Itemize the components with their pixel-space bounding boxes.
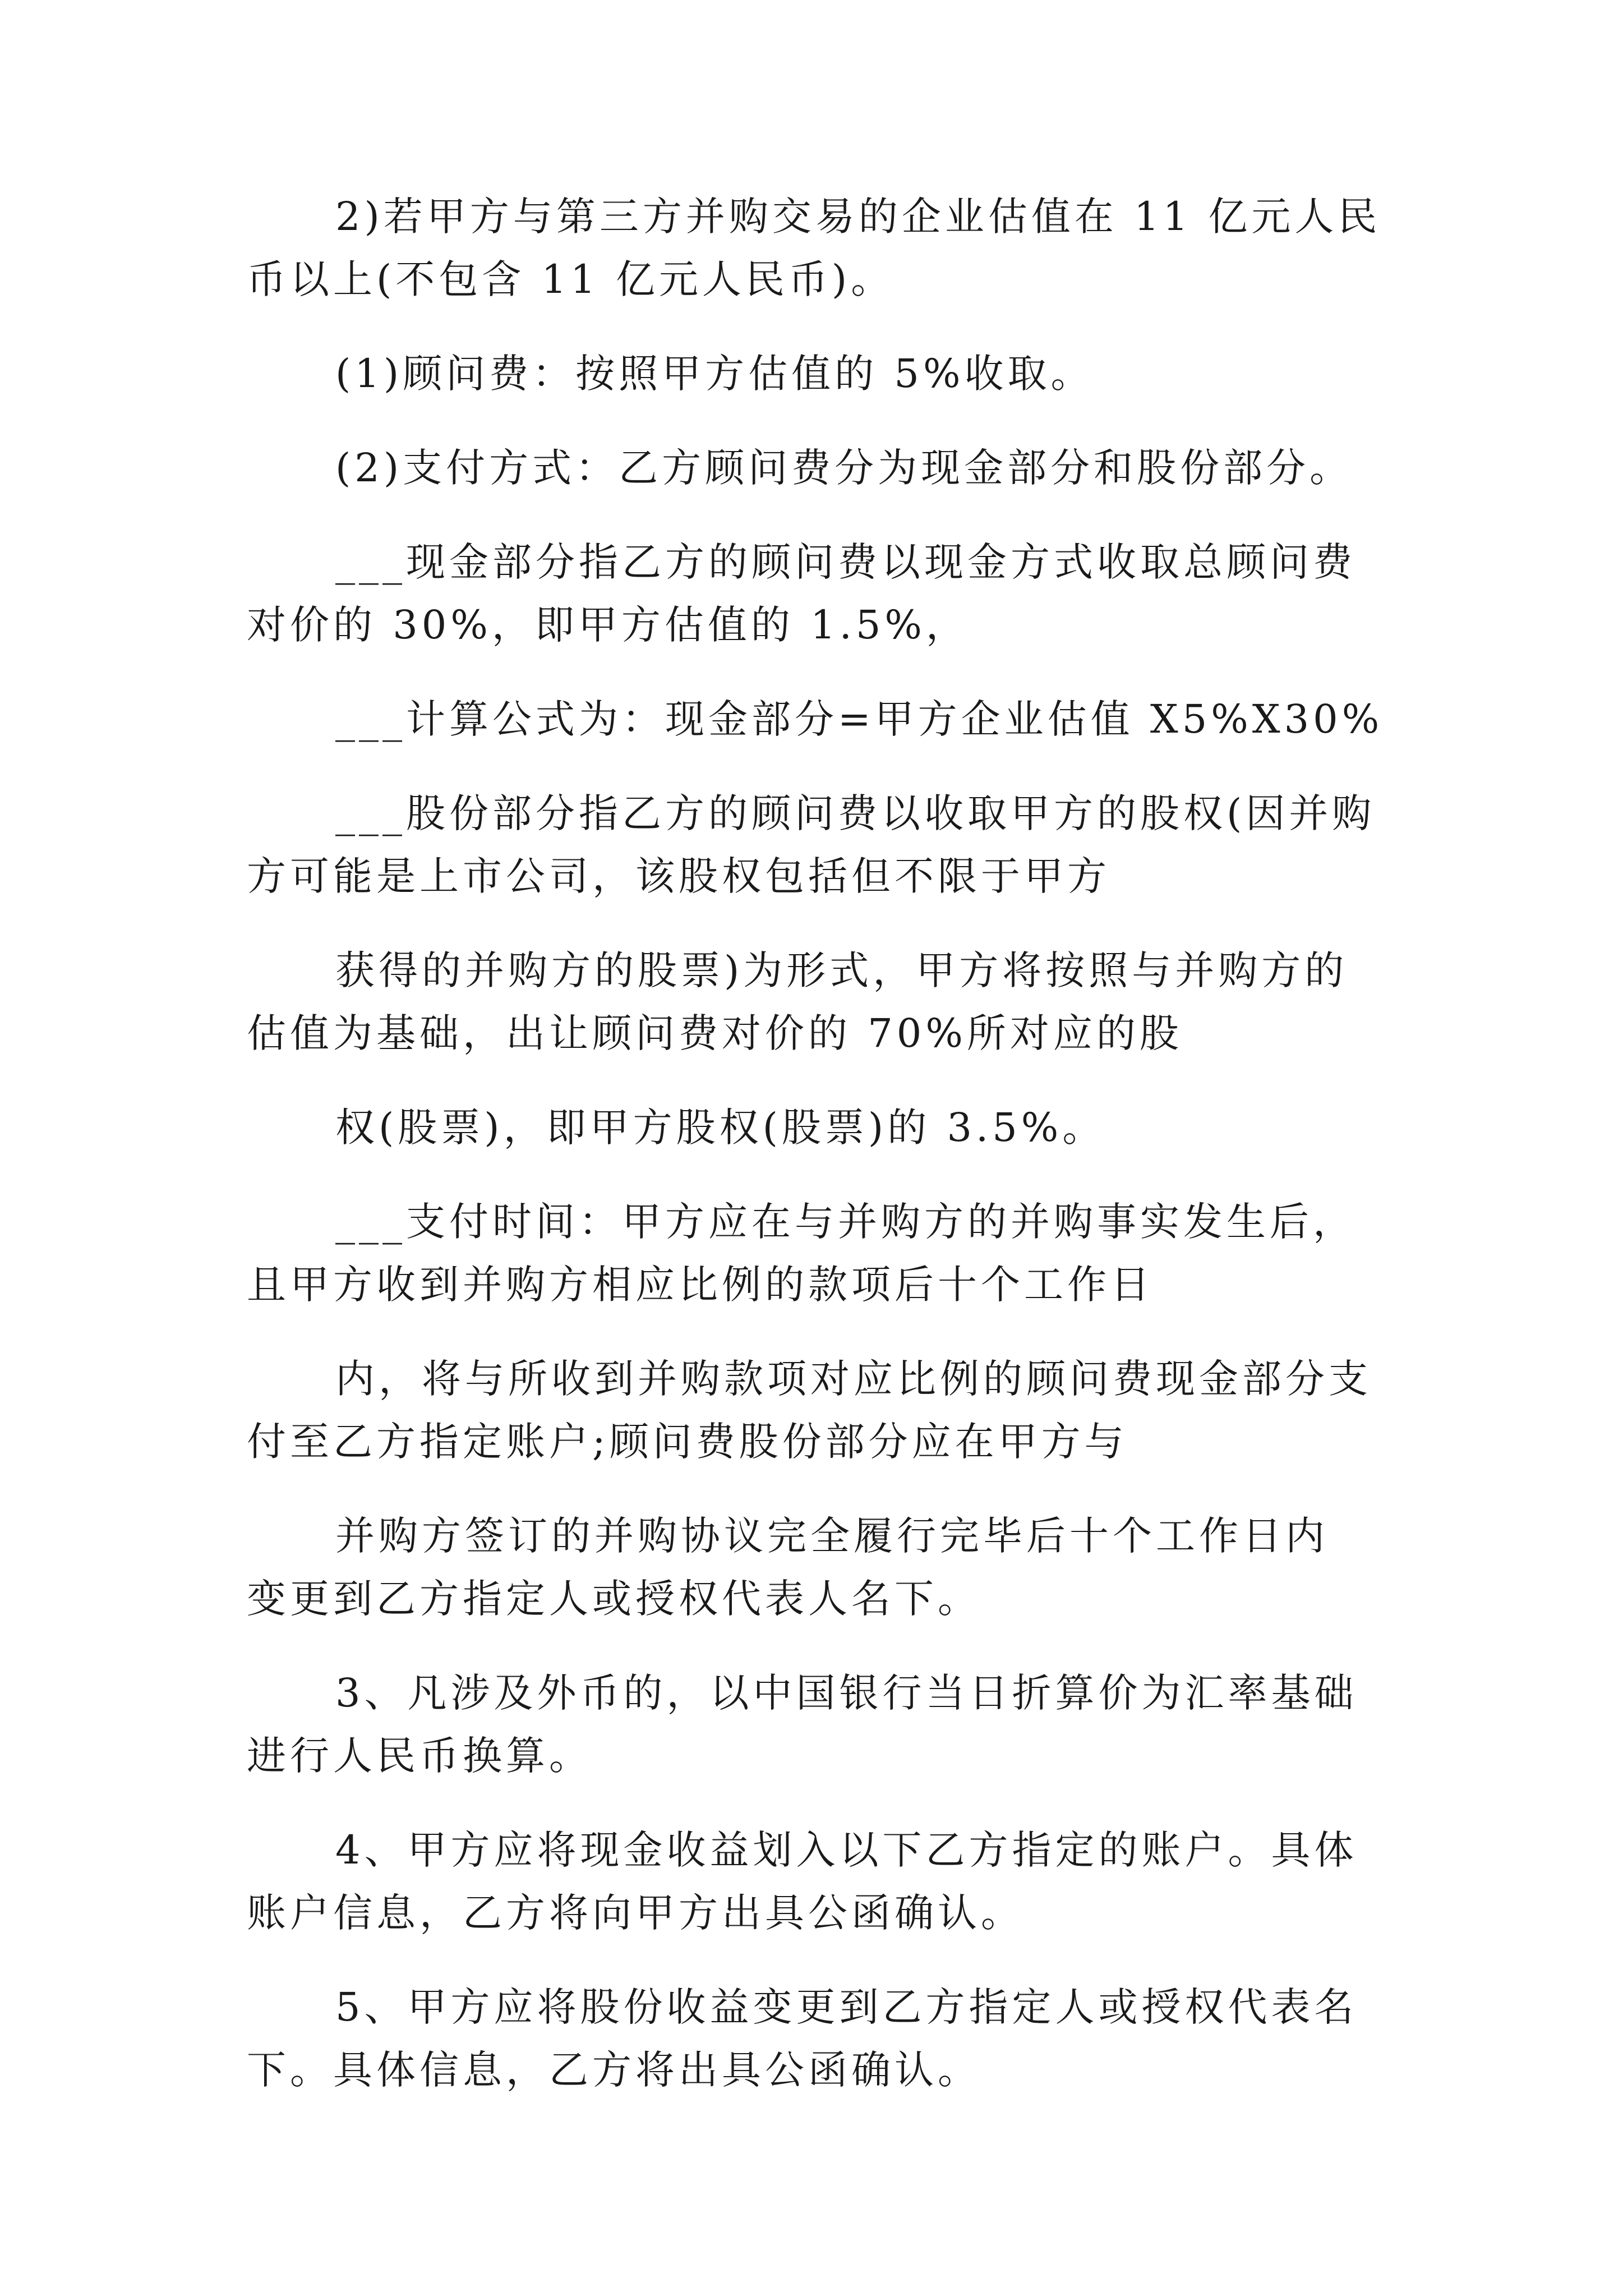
paragraph-gap: [247, 1630, 1380, 1662]
text-line: 5、甲方应将股份收益变更到乙方指定人或授权代表名: [335, 1984, 1358, 2030]
text-line: 付至乙方指定账户;顾问费股份部分应在甲方与: [247, 1419, 1128, 1465]
paragraph-gap: [247, 405, 1380, 436]
document-body: [247, 185, 1384, 2101]
text-line: ___支付时间：甲方应在与并购方的并购事实发生后，: [335, 1199, 1356, 1245]
text-line: 内，将与所收到并购款项对应比例的顾问费现金部分支: [335, 1356, 1372, 1402]
text-line: 获得的并购方的股票)为形式，甲方将按照与并购方的: [335, 947, 1348, 993]
paragraph-gap: [247, 1065, 1380, 1096]
paragraph-gap: [247, 1473, 1380, 1504]
text-line: 并购方签订的并购协议完全履行完毕后十个工作日内: [335, 1513, 1329, 1559]
text-line: (2)支付方式：乙方顾问费分为现金部分和股份部分。: [335, 445, 1353, 491]
text-line: 账户信息，乙方将向甲方出具公函确认。: [247, 1890, 1024, 1936]
text-line: 2)若甲方与第三方并购交易的企业估值在 11 亿元人民: [335, 194, 1381, 240]
text-line: 权(股票)，即甲方股权(股票)的 3.5%。: [335, 1105, 1106, 1151]
text-line: ___现金部分指乙方的顾问费以现金方式收取总顾问费: [335, 539, 1356, 585]
paragraph-gap: [247, 908, 1380, 939]
text-line: 币以上(不包含 11 亿元人民币)。: [247, 256, 895, 302]
paragraph-gap: [247, 1787, 1380, 1819]
text-line: 方可能是上市公司，该股权包括但不限于甲方: [247, 853, 1110, 899]
text-line: 且甲方收到并购方相应比例的款项后十个工作日: [247, 1262, 1154, 1308]
text-line: ___计算公式为：现金部分=甲方企业估值 X5%X30%: [335, 696, 1384, 742]
paragraph-gap: [247, 311, 1380, 342]
text-line: 进行人民币换算。: [247, 1733, 592, 1779]
text-line: 4、甲方应将现金收益划入以下乙方指定的账户。具体: [335, 1827, 1358, 1873]
text-line: ___股份部分指乙方的顾问费以收取甲方的股权(因并购: [335, 790, 1376, 836]
text-line: 变更到乙方指定人或授权代表人名下。: [247, 1576, 981, 1622]
text-line: 3、凡涉及外币的，以中国银行当日折算价为汇率基础: [335, 1670, 1358, 1716]
paragraph-gap: [247, 1159, 1380, 1190]
text-line: (1)顾问费：按照甲方估值的 5%收取。: [335, 351, 1094, 397]
paragraph-gap: [247, 1944, 1380, 1976]
paragraph-gap: [247, 751, 1380, 782]
paragraph-gap: [247, 1316, 1380, 1347]
paragraph-gap: [247, 656, 1380, 688]
text-line: 对价的 30%，即甲方估值的 1.5%，: [247, 602, 969, 648]
text-line: 估值为基础，出让顾问费对价的 70%所对应的股: [247, 1010, 1183, 1056]
paragraph-gap: [247, 499, 1380, 531]
text-line: 下。具体信息，乙方将出具公函确认。: [247, 2047, 981, 2093]
